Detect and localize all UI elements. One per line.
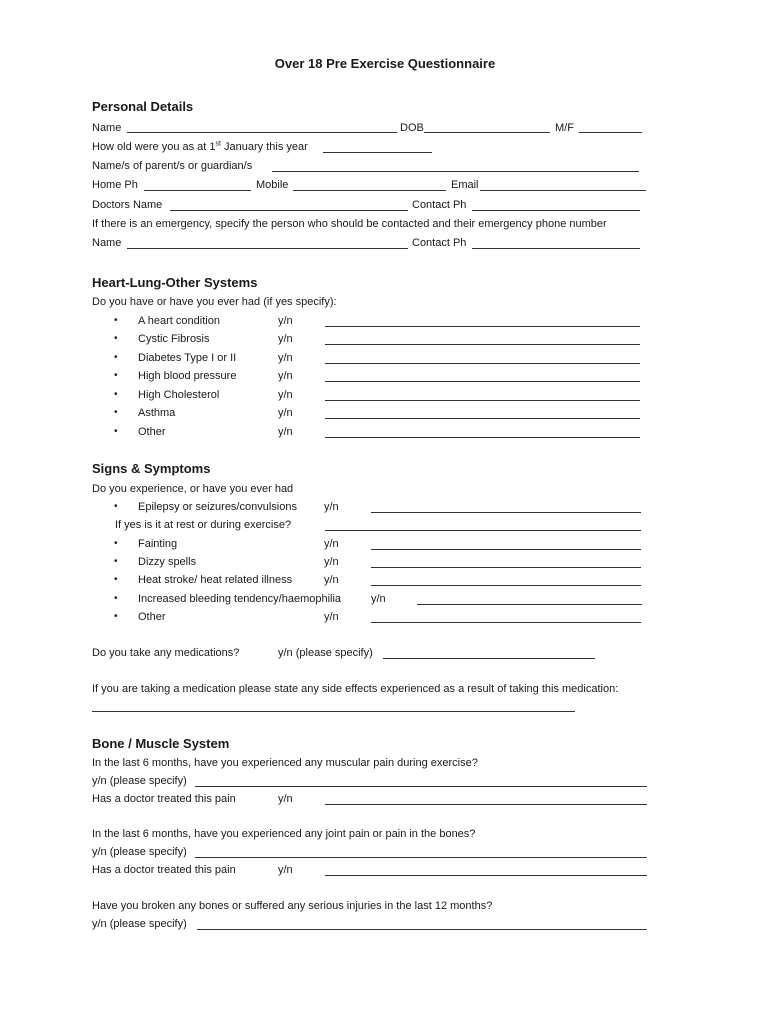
dob-label: DOB bbox=[400, 122, 424, 134]
injuries-field[interactable] bbox=[197, 929, 647, 930]
name-field[interactable] bbox=[127, 132, 397, 133]
yn-option[interactable]: y/n bbox=[324, 538, 339, 550]
signs-item: Epilepsy or seizures/convulsions bbox=[138, 501, 297, 513]
yn-option[interactable]: y/n bbox=[324, 611, 339, 623]
injuries-question: Have you broken any bones or suffered any serious injuries in the last 12 months? bbox=[92, 900, 493, 912]
heart-item-field[interactable] bbox=[325, 381, 640, 382]
joint-doctor-field[interactable] bbox=[325, 875, 647, 876]
bullet-icon: • bbox=[114, 556, 118, 567]
yn-option[interactable]: y/n bbox=[278, 370, 293, 382]
side-effects-field[interactable] bbox=[92, 711, 575, 712]
rest-exercise-question: If yes is it at rest or during exercise? bbox=[115, 519, 292, 531]
yn-option[interactable]: y/n bbox=[324, 501, 339, 513]
doctor-contact-label: Contact Ph bbox=[412, 199, 467, 211]
injuries-specify: y/n (please specify) bbox=[92, 918, 187, 930]
heart-item: A heart condition bbox=[138, 315, 220, 327]
yn-option[interactable]: y/n bbox=[278, 352, 293, 364]
name-label: Name bbox=[92, 122, 122, 134]
mobile-label: Mobile bbox=[256, 179, 289, 191]
yn-option[interactable]: y/n bbox=[278, 864, 293, 876]
age-field[interactable] bbox=[323, 152, 432, 153]
bullet-icon: • bbox=[114, 593, 118, 604]
bullet-icon: • bbox=[114, 370, 118, 381]
yn-option[interactable]: y/n bbox=[278, 426, 293, 438]
bullet-icon: • bbox=[114, 333, 118, 344]
age-label: How old were you as at 1st January this year bbox=[92, 140, 308, 153]
bullet-icon: • bbox=[114, 538, 118, 549]
emergency-name-label: Name bbox=[92, 237, 122, 249]
muscle-doctor-field[interactable] bbox=[325, 804, 647, 805]
emergency-contact-label: Contact Ph bbox=[412, 237, 467, 249]
section-heading-personal: Personal Details bbox=[92, 99, 194, 114]
emergency-instruction: If there is an emergency, specify the person who should be contacted and their emergency phone number bbox=[92, 218, 607, 230]
bullet-icon: • bbox=[114, 426, 118, 437]
signs-item: Other bbox=[138, 611, 166, 623]
muscle-doctor-label: Has a doctor treated this pain bbox=[92, 793, 236, 805]
yn-option[interactable]: y/n bbox=[278, 407, 293, 419]
home-ph-field[interactable] bbox=[144, 190, 251, 191]
section-heading-signs: Signs & Symptoms bbox=[92, 461, 211, 476]
signs-item-field[interactable] bbox=[371, 512, 641, 513]
yn-option[interactable]: y/n bbox=[278, 333, 293, 345]
yn-option[interactable]: y/n bbox=[278, 315, 293, 327]
muscle-pain-field[interactable] bbox=[195, 786, 647, 787]
email-field[interactable] bbox=[480, 190, 646, 191]
signs-item: Increased bleeding tendency/haemophilia bbox=[138, 593, 342, 605]
heart-item-field[interactable] bbox=[325, 344, 640, 345]
heart-item-field[interactable] bbox=[325, 326, 640, 327]
rest-exercise-field[interactable] bbox=[325, 530, 641, 531]
yn-option[interactable]: y/n bbox=[324, 574, 339, 586]
heart-item: High blood pressure bbox=[138, 370, 237, 382]
heart-item: Diabetes Type I or II bbox=[138, 352, 237, 364]
joint-pain-question: In the last 6 months, have you experienced any joint pain or pain in the bones? bbox=[92, 828, 476, 840]
page-title: Over 18 Pre Exercise Questionnaire bbox=[274, 56, 496, 71]
bullet-icon: • bbox=[114, 352, 118, 363]
bullet-icon: • bbox=[114, 574, 118, 585]
heart-item-field[interactable] bbox=[325, 418, 640, 419]
medications-yn[interactable]: y/n (please specify) bbox=[278, 647, 373, 659]
yn-option[interactable]: y/n bbox=[324, 556, 339, 568]
yn-option[interactable]: y/n bbox=[278, 389, 293, 401]
section-heading-heart: Heart-Lung-Other Systems bbox=[92, 275, 258, 290]
signs-item: Heat stroke/ heat related illness bbox=[138, 574, 293, 586]
side-effects-question: If you are taking a medication please state any side effects experienced as a result of taking this medication: bbox=[92, 683, 619, 695]
parents-field[interactable] bbox=[272, 171, 639, 172]
muscle-pain-question: In the last 6 months, have you experienced any muscular pain during exercise? bbox=[92, 757, 478, 769]
bullet-icon: • bbox=[114, 501, 118, 512]
medications-question: Do you take any medications? bbox=[92, 647, 240, 659]
heart-item: Asthma bbox=[138, 407, 176, 419]
mobile-field[interactable] bbox=[293, 190, 446, 191]
doctor-contact-field[interactable] bbox=[472, 210, 640, 211]
heart-item: Cystic Fibrosis bbox=[138, 333, 210, 345]
doctors-name-label: Doctors Name bbox=[92, 199, 163, 211]
email-label: Email bbox=[451, 179, 479, 191]
heart-question: Do you have or have you ever had (if yes specify): bbox=[92, 296, 337, 308]
signs-item-field[interactable] bbox=[371, 549, 641, 550]
yn-option[interactable]: y/n bbox=[278, 793, 293, 805]
emergency-contact-field[interactable] bbox=[472, 248, 640, 249]
signs-item: Fainting bbox=[138, 538, 178, 550]
mf-field[interactable] bbox=[579, 132, 642, 133]
muscle-pain-specify: y/n (please specify) bbox=[92, 775, 187, 787]
signs-question: Do you experience, or have you ever had bbox=[92, 483, 294, 495]
signs-item-field[interactable] bbox=[371, 585, 641, 586]
parents-label: Name/s of parent/s or guardian/s bbox=[92, 160, 253, 172]
bullet-icon: • bbox=[114, 611, 118, 622]
heart-item-field[interactable] bbox=[325, 400, 640, 401]
heart-item: High Cholesterol bbox=[138, 389, 220, 401]
section-heading-bone: Bone / Muscle System bbox=[92, 736, 230, 751]
joint-pain-field[interactable] bbox=[195, 857, 647, 858]
bullet-icon: • bbox=[114, 389, 118, 400]
signs-item-field[interactable] bbox=[417, 604, 642, 605]
bullet-icon: • bbox=[114, 407, 118, 418]
mf-label: M/F bbox=[555, 122, 574, 134]
joint-doctor-label: Has a doctor treated this pain bbox=[92, 864, 236, 876]
joint-pain-specify: y/n (please specify) bbox=[92, 846, 187, 858]
bullet-icon: • bbox=[114, 315, 118, 326]
heart-item-field[interactable] bbox=[325, 363, 640, 364]
signs-item-field[interactable] bbox=[371, 622, 641, 623]
dob-field[interactable] bbox=[424, 132, 550, 133]
signs-item-field[interactable] bbox=[371, 567, 641, 568]
home-ph-label: Home Ph bbox=[92, 179, 138, 191]
yn-option[interactable]: y/n bbox=[371, 593, 386, 605]
heart-item-field[interactable] bbox=[325, 437, 640, 438]
heart-item: Other bbox=[138, 426, 166, 438]
emergency-name-field[interactable] bbox=[127, 248, 408, 249]
medications-field[interactable] bbox=[383, 658, 595, 659]
signs-item: Dizzy spells bbox=[138, 556, 197, 568]
doctors-name-field[interactable] bbox=[170, 210, 408, 211]
